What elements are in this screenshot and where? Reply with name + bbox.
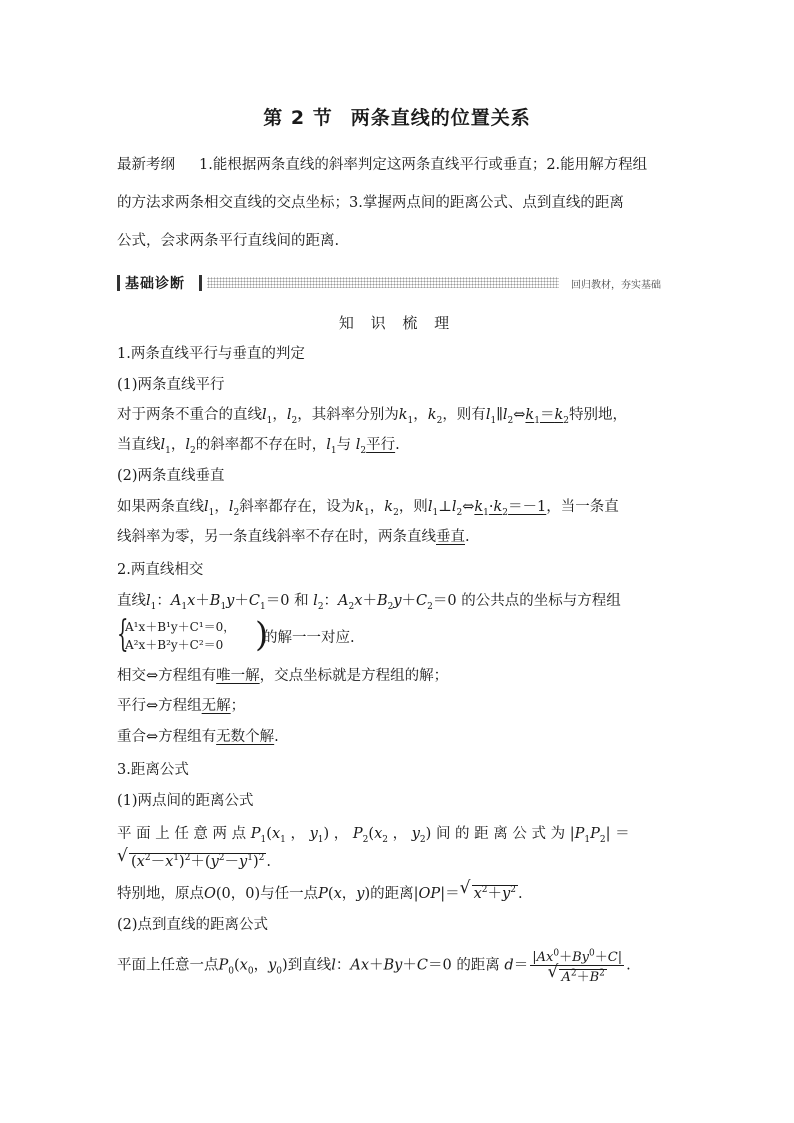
s2-line-intersect: 相交⇔方程组有唯一解，交点坐标就是方程组的解； [117, 668, 449, 684]
s3-sub1: (1)两点间的距离公式 [117, 793, 254, 809]
syllabus-line-2: 的方法求两条相交直线的交点坐标；3.掌握两点间的距离公式、点到直线的距离 [117, 195, 624, 211]
system-eq-1: A¹x＋B¹y＋C¹＝0， [125, 620, 236, 634]
s2-para1: 直线$l_1$：$A_1x+B_1y+C_1=0$ 和 $l_2$：$A_2x+B_2y+C_2=0$ 的公共点的坐标与方程组 [117, 593, 621, 612]
system-brace: { [117, 614, 129, 655]
s1-sub2: (2)两条直线垂直 [117, 468, 225, 484]
s1-heading: 1.两条直线平行与垂直的判定 [117, 346, 305, 362]
s3-para1: 平 面 上 任 意 两 点 $P_1(x_1$ ， $y_1$) ， $P_2(x_2$ ， $y_2$) 间 的 距 离 公 式 为 $|P_1P_2|$ ＝ [117, 826, 630, 845]
s2-line-parallel: 平行⇔方程组无解； [117, 698, 246, 714]
syllabus-block [117, 146, 679, 260]
banner-subtitle: 回归教材，夯实基础 [571, 280, 661, 291]
equation-system [117, 614, 417, 656]
banner-dotted-fill [207, 277, 559, 288]
knowledge-title: 知 识 梳 理 [338, 314, 456, 332]
system-eq-2: A²x＋B²y＋C²＝0 [125, 638, 224, 652]
system-tail: 的解一一对应. [263, 630, 355, 646]
s2-line-coincide: 重合⇔方程组有无数个解. [117, 729, 279, 745]
banner-right-bar [199, 275, 202, 291]
s3-heading: 3.距离公式 [117, 762, 189, 778]
s1-para2-line1: 如果两条直线$l_1$，$l_2$斜率都存在，设为$k_1$，$k_2$，则$l_1\perp l_2\Leftrightarrow k_1\cdot k_2=-1$，当一条直 [117, 499, 619, 518]
s1-para1-line1: 对于两条不重合的直线$l_1$，$l_2$，其斜率分别为$k_1$，$k_2$，则有$l_1\parallel l_2\Leftrightarrow k_1=k_2$特别地， [117, 407, 627, 426]
point-line-distance-fraction: $|Ax^0+By^0+C|$ √ $A^2+B^2$ [530, 946, 624, 985]
banner-left-bar [117, 275, 120, 291]
section-banner [117, 273, 679, 293]
page-title [0, 103, 794, 130]
section-number: 第 2 节 [263, 107, 333, 129]
syllabus-line-1: 1.能根据两条直线的斜率判定这两条直线平行或垂直；2.能用解方程组 [199, 157, 648, 173]
syllabus-label: 最新考纲 [117, 157, 175, 173]
s3-special: 特别地，原点O(0，0)与任一点P(x，y)的距离|OP|＝√ $x^2+y^2$ . [117, 882, 682, 903]
answer-perpendicular: 垂直 [436, 529, 465, 545]
s3-sub2: (2)点到直线的距离公式 [117, 917, 269, 933]
s1-sub1: (1)两条直线平行 [117, 377, 225, 393]
distance-formula: √ $(x^2-x^1)^2+(y^2-y^1)^2$ . [117, 850, 682, 871]
answer-parallel: 平行 [366, 437, 396, 453]
s1-para2-line2: 线斜率为零，另一条直线斜率不存在时，两条直线垂直. [117, 529, 470, 545]
section-topic: 两条直线的位置关系 [350, 107, 531, 129]
s2-heading: 2.两直线相交 [117, 562, 204, 578]
banner-heading: 基础诊断 [125, 276, 185, 292]
syllabus-line-3: 公式，会求两条平行直线间的距离. [117, 233, 340, 249]
s1-para1-line2: 当直线$l_1$，$l_2$的斜率都不存在时，$l_1$与 $l_2$平行. [117, 437, 400, 456]
system-close-paren: ) [255, 615, 269, 655]
s3-para2: 平面上任意一点$P_0(x_0$，$y_0$)到直线l：Ax＋By＋C＝0 的距离 d＝ $|Ax^0+By^0+C|$ √ $A^2+B^2$ . [117, 946, 682, 985]
